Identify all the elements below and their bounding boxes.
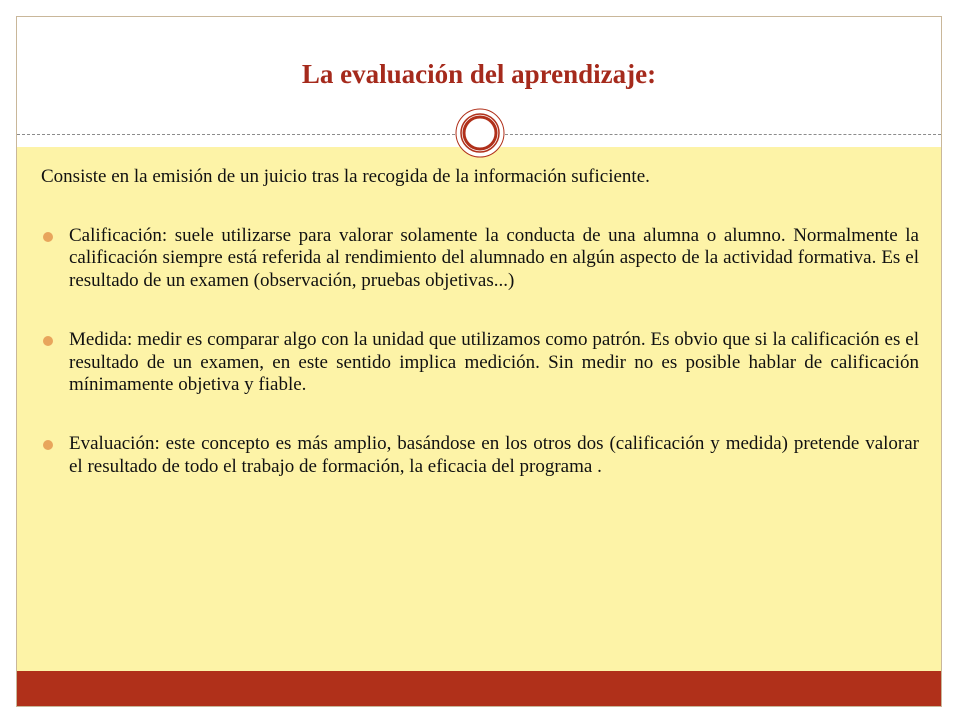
bullet-item-evaluacion: [43, 433, 919, 478]
bullet-dot-icon: [43, 336, 53, 346]
divider-right: [505, 134, 941, 135]
slide-title: La evaluación del aprendizaje:: [301, 59, 657, 89]
bullet-text: Medida: medir es comparar algo con la unidad que utilizamos como patrón. Es obvio que si la calificación es el resultado de un examen, en este sentido implica medición. Sin medir no es posible hablar de calificación mínimamente objetiva y fiable.: [69, 329, 919, 396]
bullet-list: [43, 225, 919, 515]
bullet-item-medida: [43, 329, 919, 396]
circle-ornament-icon: [455, 108, 505, 158]
divider-left: [17, 134, 455, 135]
bullet-text: Evaluación: este concepto es más amplio, basándose en los otros dos (calificación y medida) pretende valorar el resultado de todo el trabajo de formación, la eficacia del programa .: [69, 433, 919, 477]
bottom-bar: [17, 671, 941, 706]
bullet-text: Calificación: suele utilizarse para valorar solamente la conducta de una alumna o alumno. Normalmente la calificación siempre está referida al rendimiento del alumnado en algún aspecto de la actividad formativa. Es el resultado de un examen (observación, pruebas objetivas...): [69, 225, 919, 291]
intro-paragraph: Consiste en la emisión de un juicio tras la recogida de la información suficiente.: [41, 166, 650, 187]
bullet-dot-icon: [43, 232, 53, 242]
bullet-dot-icon: [43, 440, 53, 450]
bullet-item-calificacion: [43, 225, 919, 292]
